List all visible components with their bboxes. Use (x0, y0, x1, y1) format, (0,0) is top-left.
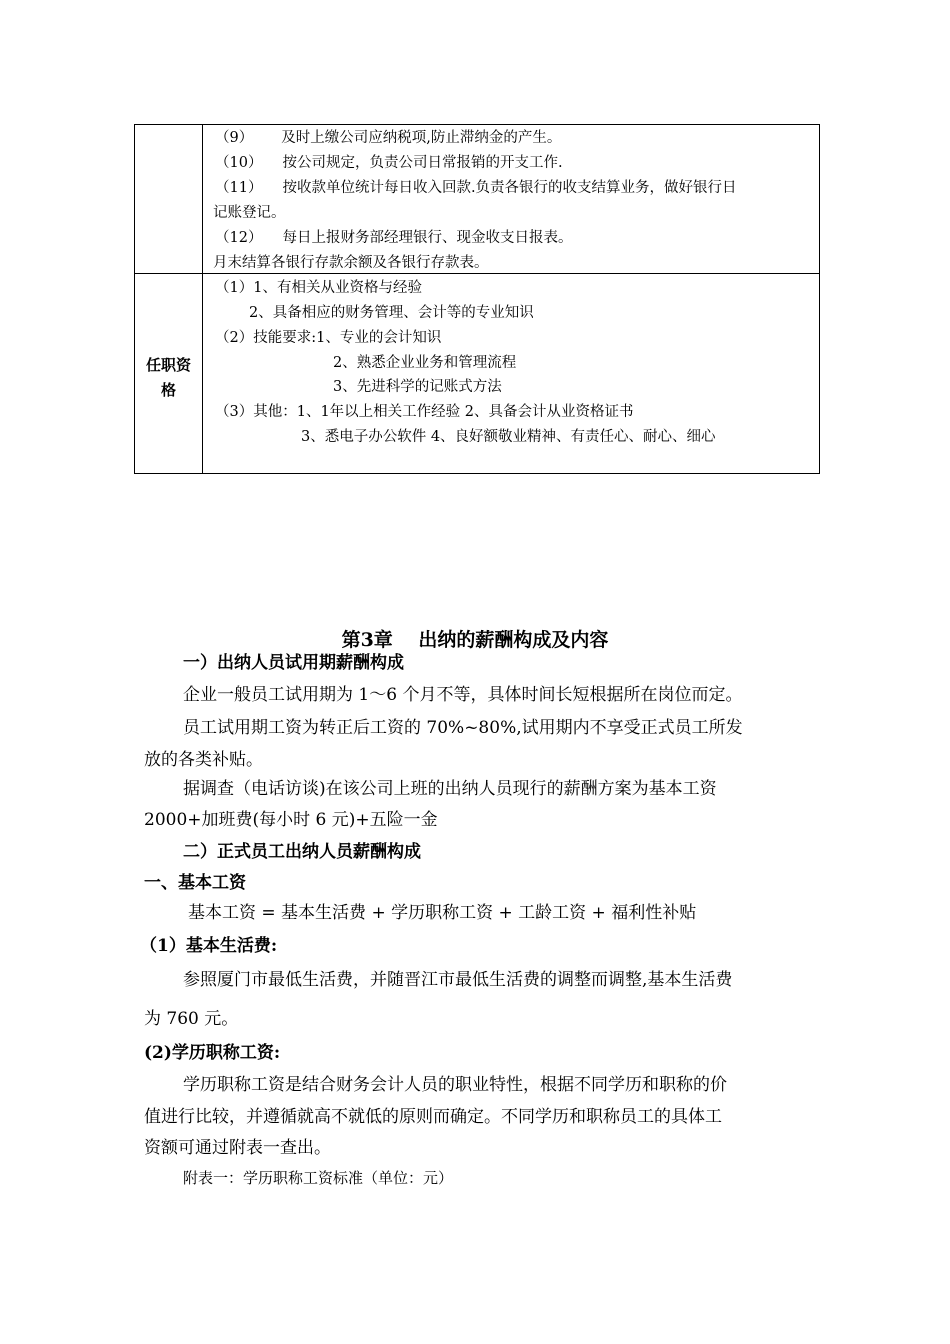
duty-text: 及时上缴公司应纳税项,防止滞纳金的产生。 (281, 130, 562, 146)
duty-text: 记账登记。 (213, 205, 286, 221)
item-heading: (2)学历职称工资: (144, 1043, 281, 1063)
duty-row-9 (215, 128, 561, 148)
qualification-line: 3、悉电子办公软件 4、良好额敬业精神、有责任心、耐心、细心 (301, 429, 716, 445)
table-column-divider (202, 125, 203, 473)
duty-row-11 (215, 178, 737, 198)
duty-text: 月末结算各银行存款余额及各银行存款表。 (213, 255, 489, 271)
paragraph: 2000+加班费(每小时 6 元)+五险一金 (144, 810, 438, 830)
qualification-line: （1）1、有相关从业资格与经验 (215, 280, 422, 296)
duty-number: （12） (215, 230, 263, 246)
qualification-label (135, 353, 202, 403)
paragraph: 为 760 元。 (144, 1009, 239, 1029)
duty-row-12 (215, 228, 572, 248)
duty-text: 按收款单位统计每日收入回款.负责各银行的收支结算业务，做好银行日 (282, 180, 737, 196)
duty-text: 每日上报财务部经理银行、现金收支日报表。 (282, 230, 573, 246)
paragraph: 据调查（电话访谈)在该公司上班的出纳人员现行的薪酬方案为基本工资 (183, 779, 717, 799)
qualification-line: 3、先进科学的记账式方法 (333, 379, 502, 395)
duty-row-11-cont (213, 203, 286, 223)
qualification-line: （2）技能要求:1、专业的会计知识 (215, 330, 442, 346)
table-row-divider (135, 273, 819, 274)
paragraph: 企业一般员工试用期为 1～6 个月不等，具体时间长短根据所在岗位而定。 (183, 685, 743, 705)
section-heading: 一）出纳人员试用期薪酬构成 (183, 653, 404, 673)
qualification-line: （3）其他：1、1年以上相关工作经验 2、具备会计从业资格证书 (215, 404, 634, 420)
duty-row-10 (215, 153, 563, 173)
duty-number: （10） (215, 155, 263, 171)
paragraph: 学历职称工资是结合财务会计人员的职业特性，根据不同学历和职称的价 (183, 1075, 727, 1095)
appendix-caption: 附表一：学历职称工资标准（单位：元） (183, 1169, 454, 1187)
chapter-title: 第3章 出纳的薪酬构成及内容 (341, 629, 609, 651)
job-description-table (134, 124, 820, 474)
qualification-line: 2、具备相应的财务管理、会计等的专业知识 (249, 305, 534, 321)
paragraph: 放的各类补贴。 (144, 750, 263, 770)
sub-heading: 一、基本工资 (144, 873, 246, 893)
section-heading: 二）正式员工出纳人员薪酬构成 (183, 842, 421, 862)
qualification-line: 2、熟悉企业业务和管理流程 (333, 355, 517, 371)
duty-text: 按公司规定，负责公司日常报销的开支工作. (282, 155, 563, 171)
qualification-label-line1: 任职资 (145, 356, 191, 374)
item-heading: （1）基本生活费: (140, 936, 278, 956)
paragraph: 参照厦门市最低生活费，并随晋江市最低生活费的调整而调整,基本生活费 (183, 970, 733, 990)
paragraph: 值进行比较，并遵循就高不就低的原则而确定。不同学历和职称员工的具体工 (144, 1107, 722, 1127)
paragraph: 员工试用期工资为转正后工资的 70%~80%,试用期内不享受正式员工所发 (183, 718, 743, 738)
duty-number: （9） (215, 130, 254, 146)
duty-number: （11） (215, 180, 263, 196)
formula: 基本工资 = 基本生活费 + 学历职称工资 + 工龄工资 + 福利性补贴 (188, 903, 697, 923)
duty-row-monthend (213, 253, 489, 273)
qualification-label-line2: 格 (160, 381, 176, 399)
paragraph: 资额可通过附表一查出。 (144, 1138, 331, 1158)
